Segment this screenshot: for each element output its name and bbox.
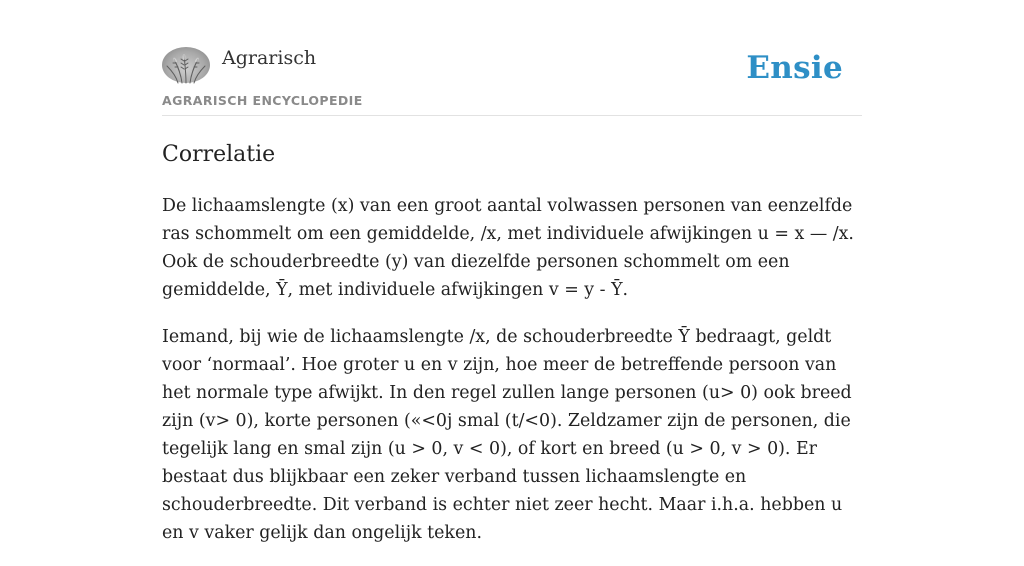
book-title[interactable]: Agrarisch (222, 47, 317, 69)
header (162, 0, 862, 116)
article-paragraph-2: Iemand, bij wie de lichaamslengte /x, de schouderbreedte Ȳ bedraagt, geldt voor ‘normaal’. Hoe groter u en v zijn, hoe meer de betreffende persoon van het normale type afwijkt. In den regel zullen lange personen (u> 0) ook breed zijn (v> 0), korte personen («<0j smal (t/<0). Zeldzamer zijn de personen, die tegelijk lang en smal zijn (u > 0, v < 0), of kort en breed (u > 0, v > 0). Er bestaat dus blijkbaar een zeker verband tussen lichaamslengte en schouderbreedte. Dit verband is echter niet zeer hecht. Maar i.h.a. hebben u en v vaker gelijk dan ongelijk teken. (162, 327, 852, 543)
ensie-brand-link[interactable]: Ensie (746, 50, 843, 86)
article-paragraph-1: De lichaamslengte (x) van een groot aantal volwassen personen van eenzelfde ras schommelt om een gemiddelde, /x, met individuele afwijkingen u = x — /x. Ook de schouderbreedte (y) van diezelfde personen schommelt om een gemiddelde, Ȳ, met individuele afwijkingen v = y - Ȳ. (162, 196, 854, 300)
content-container (162, 0, 862, 543)
book-subtitle: AGRARISCH ENCYCLOPEDIE (162, 93, 363, 108)
wheat-logo-icon[interactable] (162, 47, 210, 83)
article-title: Correlatie (162, 142, 276, 167)
article-body (162, 192, 862, 566)
